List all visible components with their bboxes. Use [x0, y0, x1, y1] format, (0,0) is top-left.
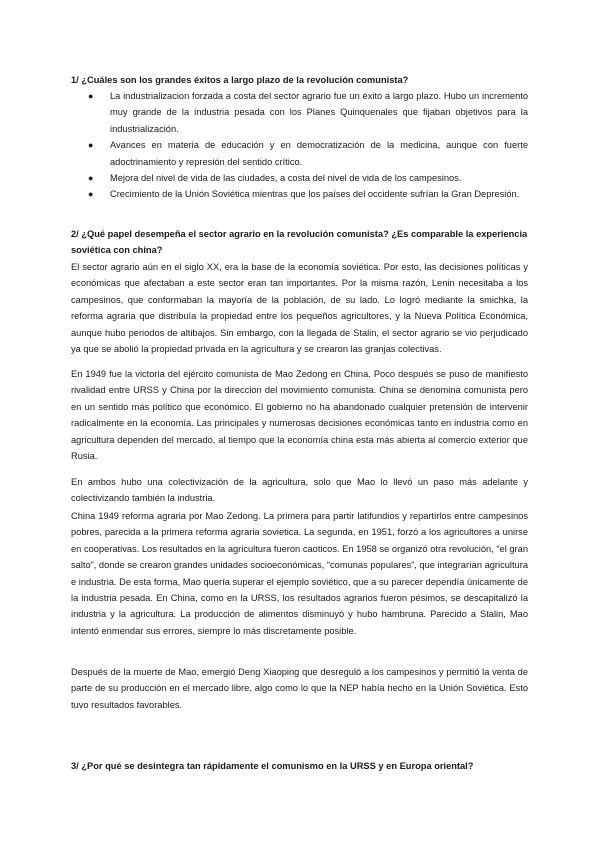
list-item	[71, 170, 528, 186]
bullet-icon: ●	[88, 91, 94, 101]
list-item	[71, 186, 528, 202]
list-item	[71, 137, 528, 170]
bullet-text: Crecimiento de la Unión Soviética mientras que los países del occidente sufrían la Gran Depresión.	[110, 189, 520, 200]
bullet-icon: ●	[88, 189, 94, 200]
list-item	[71, 88, 528, 137]
bullet-text: La industrializacion forzada a costa del sector agrario fue un éxito a largo plazo. Hubo un incremento muy grande de la industria pesada con los Planes Quinquenales que fijaban objetivos para la industrialización.	[110, 91, 528, 134]
bullet-text: Avances en materia de educación y en democratización de la medicina, aunque con fuerte adoctrinamiento y represión del sentido crítico.	[110, 140, 528, 167]
paragraph: Después de la muerte de Mao, emergió Deng Xiaoping que desreguló a los campesinos y permitió la venta de parte de su producción en el mercado libre, algo como lo que la NEP había hecho en la Unión Soviética. Esto tuvo resultados favorables.	[71, 667, 528, 710]
paragraph: El sector agrario aún en el siglo XX, era la base de la economía soviética. Por esto, las decisiones políticas y económicas que afectaban a este sector eran tan importantes. Por la misma razón, Lenin necesitaba a los campesinos, que conformaban la mayoría de la población, de su lado. Lo logró mediante la smichka, la reforma agraria que distribuía la propiedad entre los pequeños agricultores, y la Nueva Política Económica, aunque hubo periodos de altibajos. Sin embargo, con la llegada de Stalin, el sector agrario se vio perjudicado ya que se abolió la propiedad privada en la agricultura y se crearon las granjas colectivas.	[71, 262, 528, 355]
question-3-heading: 3/ ¿Por qué se desintegra tan rápidamente el comunismo en la URSS y en Europa oriental?	[71, 761, 474, 771]
bullet-icon: ●	[88, 173, 94, 184]
bullet-icon: ●	[88, 140, 94, 151]
bullet-text: Mejora del nivel de vida de las ciudades, a costa del nivel de vida de los campesinos.	[110, 173, 462, 184]
paragraph: China 1949 reforma agraria por Mao Zedong. La primera para partir latifundios y repartirlos entre campesinos pobres, parecida a la primera reforma agraria sovietica. La segunda, en 1951, forzó a los agricultores a unirse en cooperativas. Los resultados en la agricultura fueron caoticos. En 1958 se organizó otra revolución, “el gran salto”, donde se crearon grandes unidades socioeconómicas, “comunas populares”, que integrarían agricultura e industria. De esta forma, Mao quería superar el ejemplo soviético, que a su parecer dependía únicamente de la industria pesada. En China, como en la URSS, los resultados agrarios fueron pésimos, se descapitalizó la industria y la agricultura. La producción de alimentos disminuyó y hubo hambruna. Parecido a Stalin, Mao intentó enmendar sus errores, siempre lo más discretamente posible.	[71, 511, 528, 636]
paragraph: En ambos hubo una colectivización de la agricultura, solo que Mao lo llevó un paso más adelante y colectivizando también la industria.	[71, 477, 528, 504]
question-2-heading: 2/ ¿Qué papel desempeña el sector agrario en la revolución comunista? ¿Es comparable la experiencia soviética con china?	[71, 229, 528, 256]
question-1-heading: 1/ ¿Cuáles son los grandes éxitos a largo plazo de la revolución comunista?	[71, 75, 409, 85]
paragraph: En 1949 fue la victoria del ejército comunista de Mao Zedong en China. Poco después se puso de manifiesto rivalidad entre URSS y China por la direccion del movimiento comunista. China se denomina comunista pero en un sentido más político que económico. El gobierno no ha abandonado cualquier pretensión de intervenir radicalmente en la economía. Las principales y numerosas decisiones económicas tanto en industria como en agricultura dependen del mercado, al tiempo que la economía china esta más abierta al comercio exterior que Rusia.	[71, 369, 528, 462]
question-1-bullet-list	[71, 88, 528, 203]
